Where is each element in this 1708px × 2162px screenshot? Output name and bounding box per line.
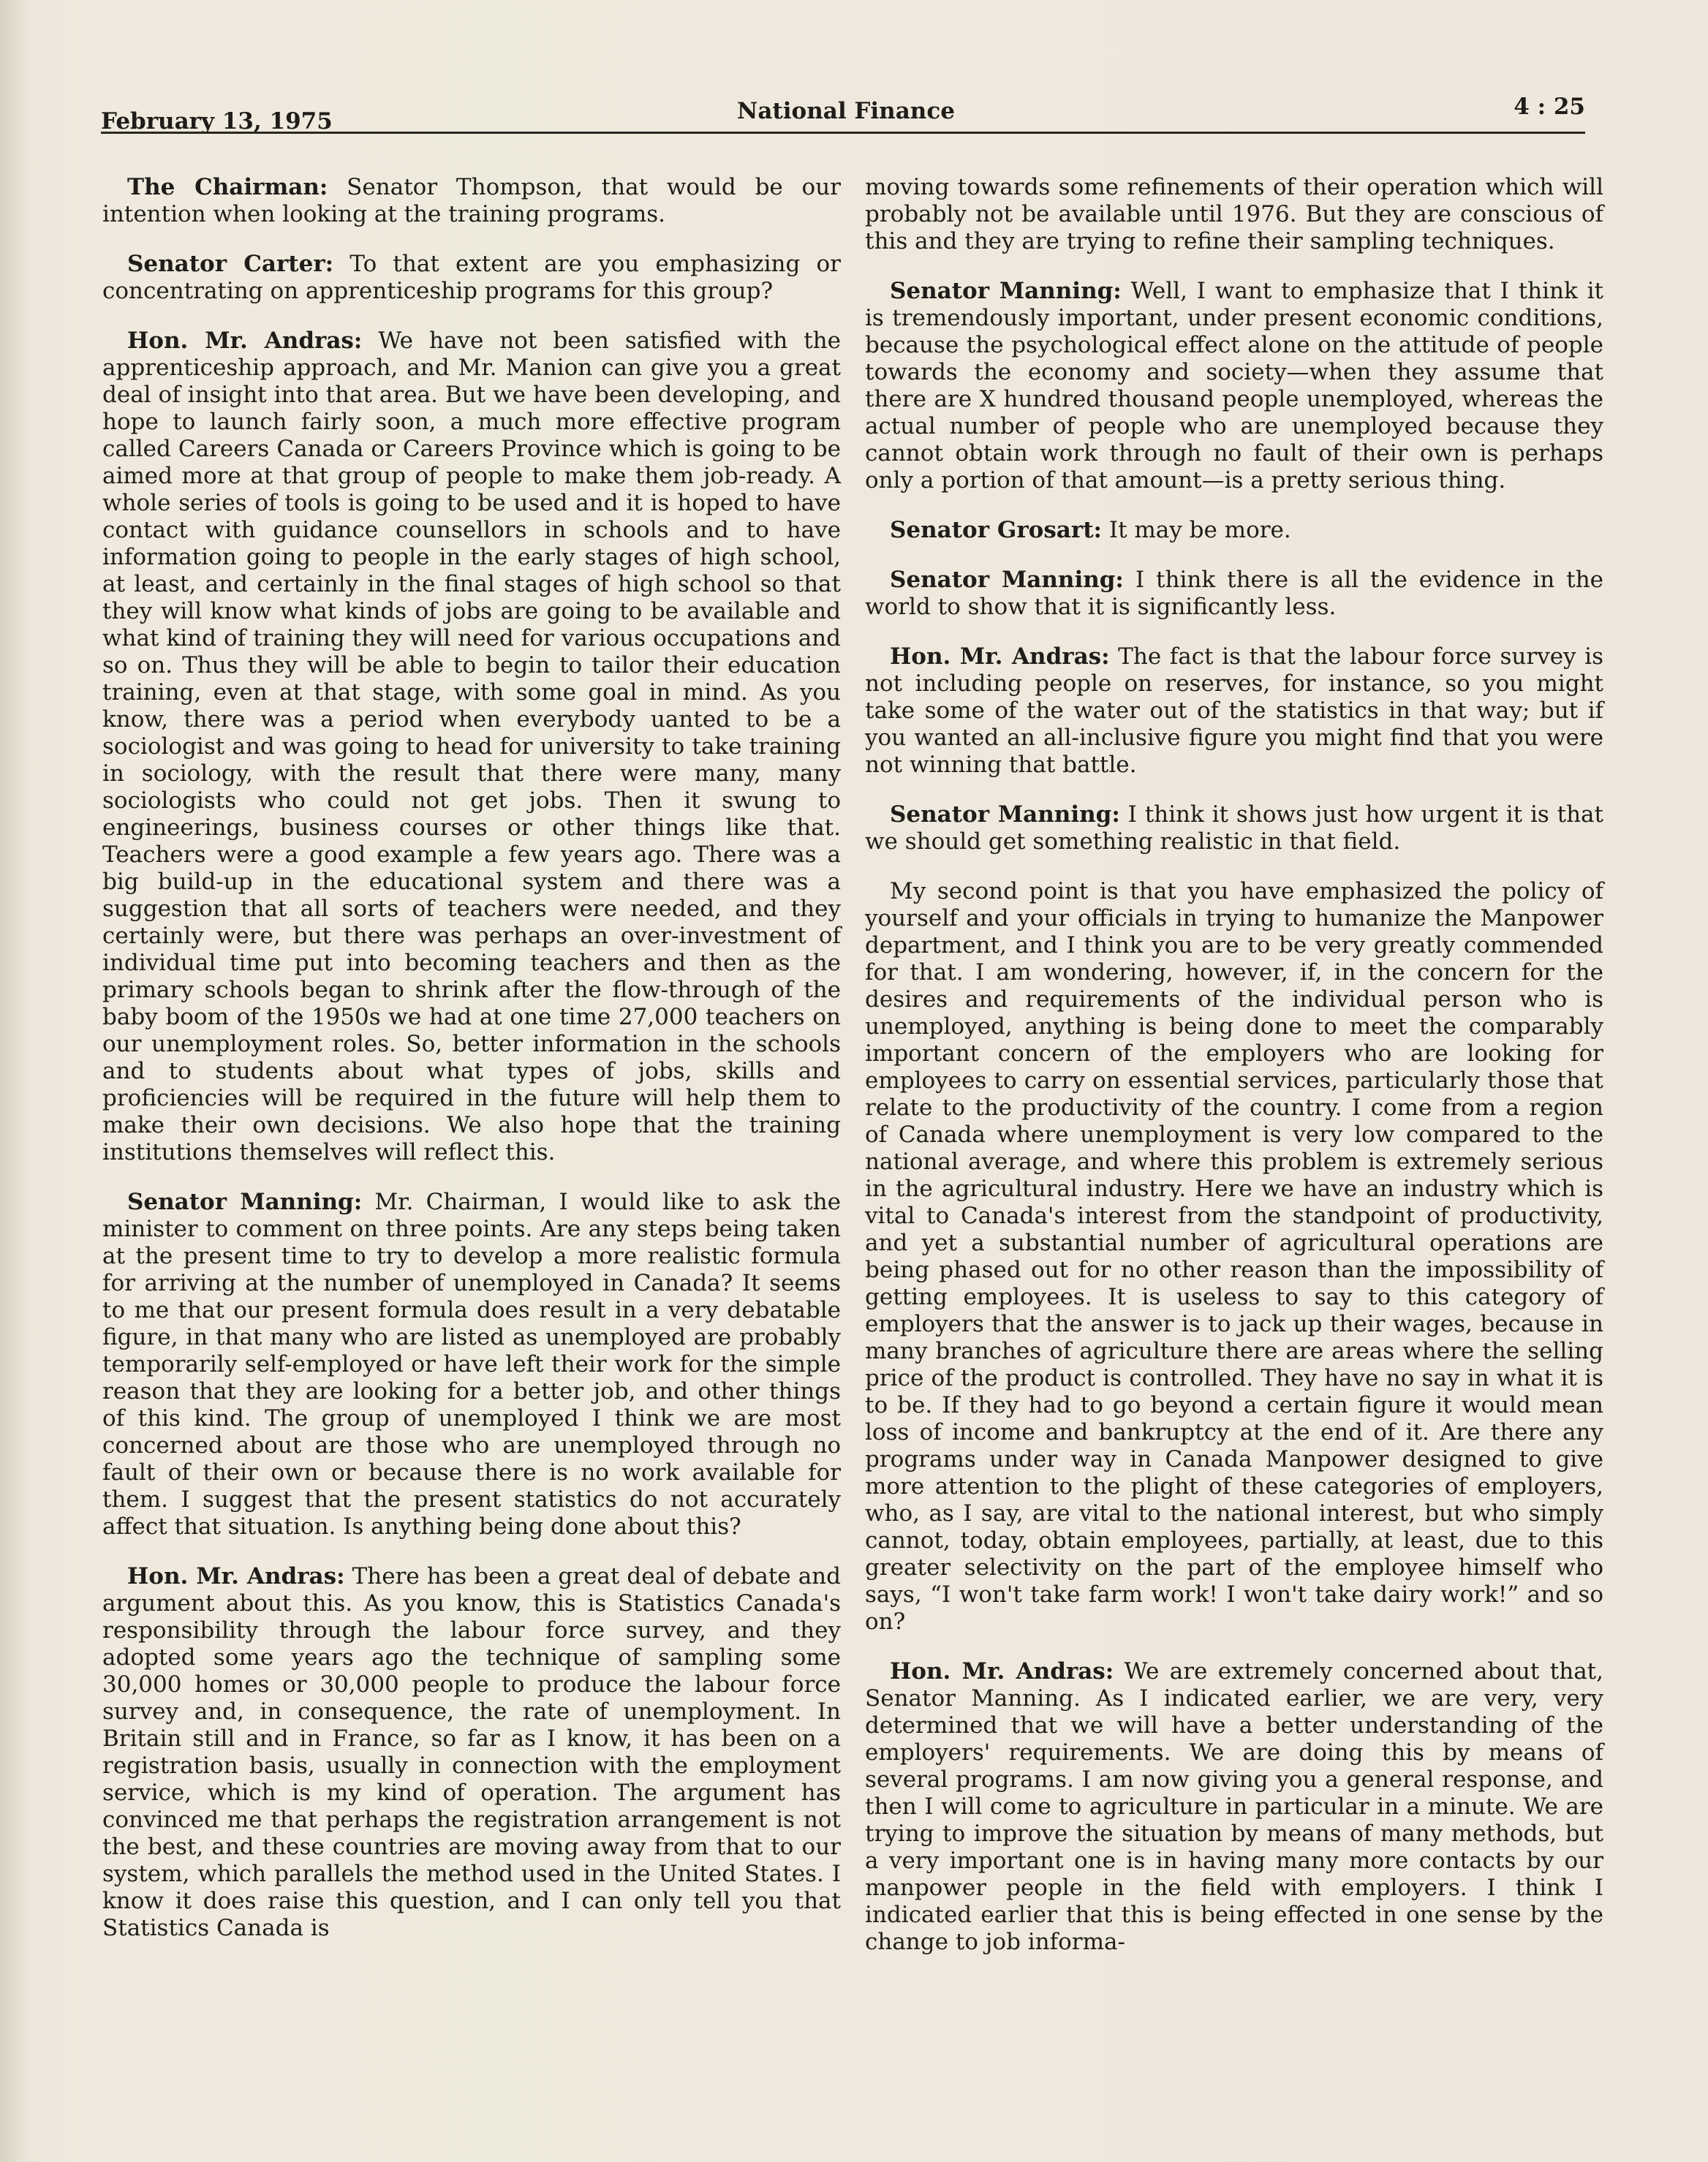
paragraph-text: It may be more. (1101, 517, 1291, 543)
paragraph (102, 174, 841, 228)
paragraph (102, 1189, 841, 1541)
paragraph (865, 567, 1603, 621)
paragraph (865, 517, 1603, 544)
speaker-name: The Chairman: (127, 174, 328, 200)
paragraph (865, 278, 1603, 494)
speaker-name: Hon. Mr. Andras: (127, 328, 363, 354)
speaker-name: Hon. Mr. Andras: (890, 1658, 1114, 1685)
paragraph-text: Well, I want to emphasize that I think it is tremendously important, under present economic conditions, because the psychological effect alone on the attitude of people towards the economy and society—when they assume that there are X hundred thousand people unemployed, whereas the actual number of people who are unemployed because they cannot obtain work through no fault of their own is perhaps only a portion of that amount—is a pretty serious thing. (865, 278, 1603, 494)
header-title: National Finance (737, 98, 955, 124)
paragraph (865, 1658, 1603, 1956)
header-date: February 13, 1975 (101, 108, 333, 135)
paragraph-text: My second point is that you have emphasized the policy of yourself and your officials in trying to humanize the Manpower department, and I think you are to be very greatly commended for that. I am wondering, however, if, in the concern for the desires and requirements of the individual person who is unemployed, anything is being done to meet the comparably important concern of the employers who are looking for employees to carry on essential services, particularly those that relate to the productivity of the country. I come from a region of Canada where unemployment is very low compared to the national average, and where this problem is extremely serious in the agricultural industry. Here we have an industry which is vital to Canada's interest from the standpoint of productivity, and yet a substantial number of agricultural operations are being phased out for no other reason than the impossibility of getting employees. It is useless to say to this category of employers that the answer is to jack up their wages, because in many branches of agriculture there are areas where the selling price of the product is controlled. They have no say in what it is to be. If they had to go beyond a certain figure it would mean loss of income and bankruptcy at the end of it. Are there any programs under way in Canada Manpower designed to give more attention to the plight of these categories of employers, who, as I say, are vital to the national interest, but who simply cannot, today, obtain employees, partially, at least, due to this greater selectivity on the part of the employee himself who says, “I won't take farm work! I won't take dairy work!” and so on? (865, 878, 1603, 1635)
speaker-name: Senator Manning: (890, 278, 1122, 304)
paragraph-text: We have not been satisfied with the apprenticeship approach, and Mr. Manion can give you a great deal of insight into that area. But we have been developing, and hope to launch fairly soon, a much more effective program called Careers Canada or Careers Province which is going to be aimed more at that group of people to make them job-ready. A whole series of tools is going to be used and it is hoped to have contact with guidance counsellors in schools and to have information going to people in the early stages of high school, at least, and certainly in the final stages of high school so that they will know what kinds of jobs are going to be available and what kind of training they will need for various occupations and so on. Thus they will be able to begin to tailor their education training, even at that stage, with some goal in mind. As you know, there was a period when everybody uanted to be a sociologist and was going to head for university to take training in sociology, with the result that there were many, many sociologists who could not get jobs. Then it swung to engineerings, business courses or other things like that. Teachers were a good example a few years ago. There was a big build-up in the educational system and there was a suggestion that all sorts of teachers were needed, and they certainly were, but there was perhaps an over-investment of individual time put into becoming teachers and then as the primary schools began to shrink after the flow-through of the baby boom of the 1950s we had at one time 27,000 teachers on our unemployment roles. So, better information in the schools and to students about what types of jobs, skills and proficiencies will be required in the future will help them to make their own decisions. We also hope that the training institutions themselves will reflect this. (102, 328, 841, 1165)
paragraph-text: moving towards some refinements of their operation which will probably not be available until 1976. But they are conscious of this and they are trying to refine their sampling techniques. (865, 174, 1603, 254)
header-rule (101, 132, 1585, 134)
paragraph (102, 328, 841, 1166)
paragraph-text: The fact is that the labour force survey is not including people on reserves, for instance, so you might take some of the water out of the statistics in that way; but if you wanted an all-inclusive figure you might find that you were not winning that battle. (865, 643, 1603, 778)
paragraph-text: We are extremely concerned about that, Senator Manning. As I indicated earlier, we are very, very determined that we will have a better understanding of the employers' requirements. We are doing this by means of several programs. I am now giving you a general response, and then I will come to agriculture in particular in a minute. We are trying to improve the situation by means of many methods, but a very important one is in having many more contacts by our manpower people in the field with employers. I think I indicated earlier that this is being effected in one sense by the change to job informa- (865, 1658, 1603, 1955)
running-header (101, 94, 1585, 137)
paragraph (865, 174, 1603, 255)
paragraph-text: I think it shows just how urgent it is that we should get something realistic in that field. (865, 801, 1603, 855)
paragraph (865, 878, 1603, 1636)
speaker-name: Senator Manning: (890, 567, 1124, 593)
paragraph-text: I think there is all the evidence in the world to show that it is significantly less. (865, 567, 1604, 620)
paragraph-text: To that extent are you emphasizing or concentrating on apprenticeship programs for this group? (102, 251, 841, 304)
paragraph-text: Mr. Chairman, I would like to ask the minister to comment on three points. Are any steps being taken at the present time to try to develop a more realistic formula for arriving at the number of unemployed in Canada? It seems to me that our present formula does result in a very debatable figure, in that many who are listed as unemployed are probably temporarily self-employed or have left their work for the simple reason that they are looking for a better job, and other things of this kind. The group of unemployed I think we are most concerned about are those who are unemployed through no fault of their own or because there is no work available for them. I suggest that the present statistics do not accurately affect that situation. Is anything being done about this? (102, 1189, 841, 1540)
speaker-name: Senator Carter: (127, 251, 334, 277)
paragraph (102, 251, 841, 305)
speaker-name: Senator Grosart: (890, 517, 1102, 543)
paragraph-text: Senator Thompson, that would be our intention when looking at the training programs. (102, 174, 842, 227)
left-column (102, 174, 841, 2133)
speaker-name: Hon. Mr. Andras: (890, 643, 1110, 670)
paragraph-text: There has been a great deal of debate and argument about this. As you know, this is Statistics Canada's responsibility through the labour force survey, and they adopted some years ago the technique of sampling some 30,000 homes or 30,000 people to produce the labour force survey and, in consequence, the rate of unemployment. In Britain still and in France, so far as I know, it has been on a registration basis, usually in connection with the employment service, which is my kind of operation. The argument has convinced me that perhaps the registration arrangement is not the best, and these countries are moving away from that to our system, which parallels the method used in the United States. I know it does raise this question, and I can only tell you that Statistics Canada is (102, 1563, 841, 1941)
paragraph (102, 1563, 841, 1942)
paragraph (865, 801, 1603, 855)
paragraph (865, 643, 1603, 779)
right-column (865, 174, 1603, 2133)
speaker-name: Senator Manning: (127, 1189, 363, 1215)
speaker-name: Senator Manning: (890, 801, 1120, 828)
speaker-name: Hon. Mr. Andras: (127, 1563, 345, 1590)
header-page-number: 4 : 25 (1514, 94, 1585, 120)
